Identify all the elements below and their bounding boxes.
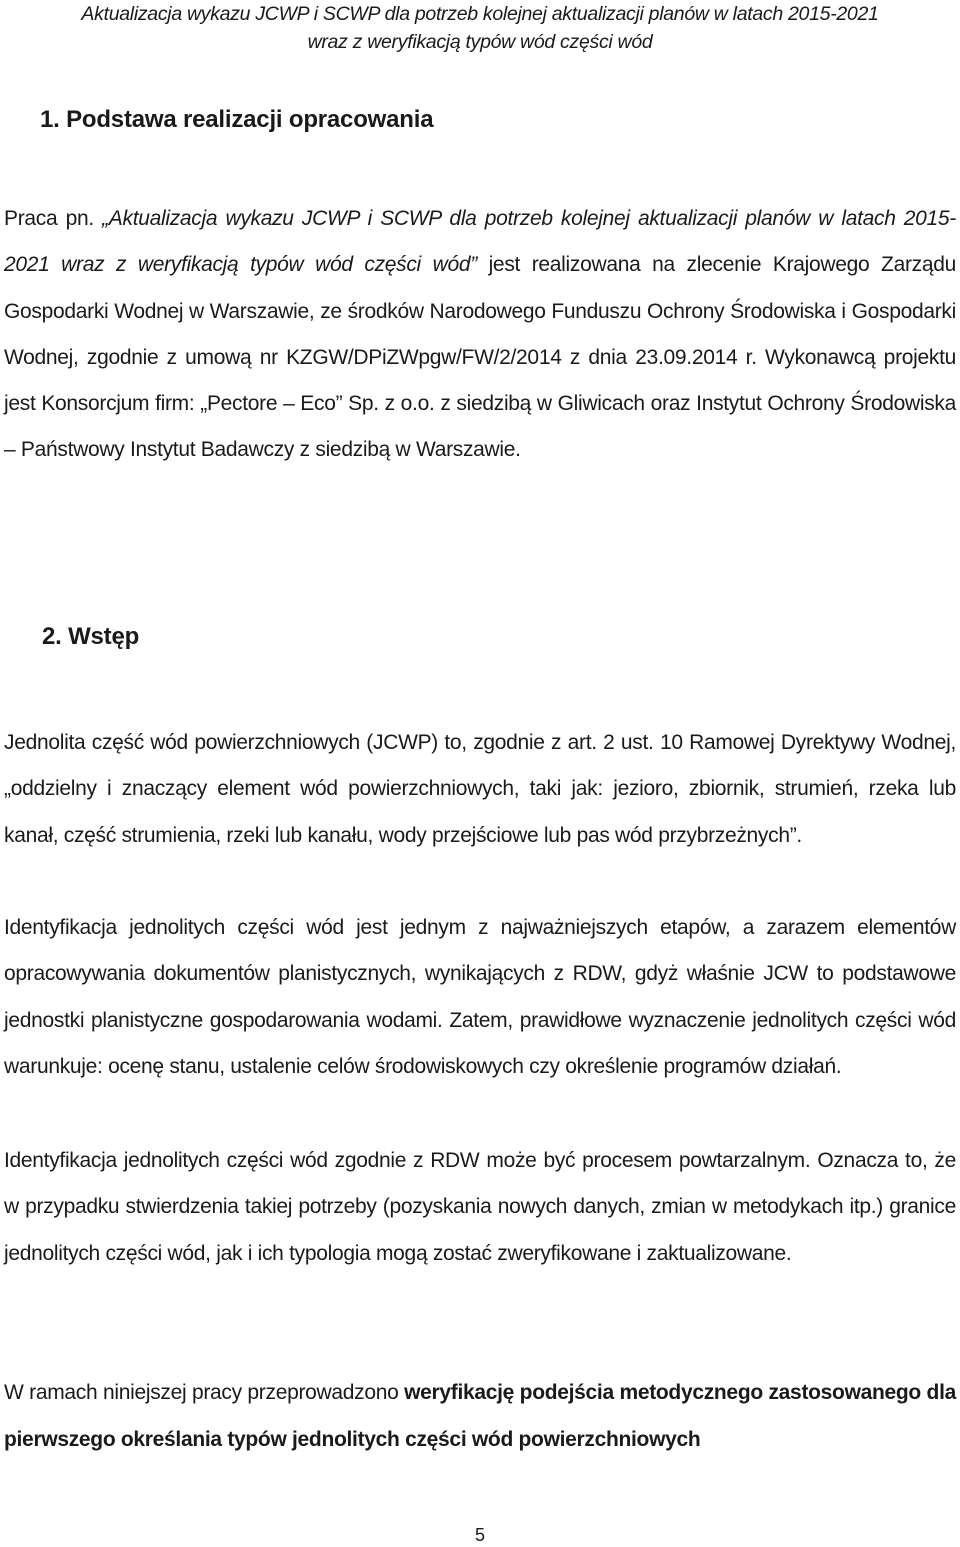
running-header bbox=[0, 0, 960, 56]
paragraph-repeatable: Identyfikacja jednolitych części wód zgodnie z RDW może być procesem powtarzalnym. Oznacza to, że w przypadku stwierdzenia takiej potrzeby (pozyskania nowych danych, zmian w metodykach itp.) granice jednolitych części wód, jak i ich typologia mogą zostać zweryfikowane i zaktualizowane. bbox=[4, 1149, 956, 1265]
paragraph-scope bbox=[4, 1369, 956, 1463]
paragraph-basis bbox=[4, 196, 956, 474]
p5-start: W ramach niniejszej pracy przeprowadzono bbox=[4, 1381, 405, 1404]
p1-start: Praca pn. bbox=[4, 207, 103, 230]
header-line-1: Aktualizacja wykazu JCWP i SCWP dla potrzeb kolejnej aktualizacji planów w latach 2015-2021 bbox=[81, 3, 879, 25]
page-number: 5 bbox=[474, 1525, 485, 1545]
p1-rest: jest realizowana na zlecenie Krajowego Zarządu Gospodarki Wodnej w Warszawie, ze środków Narodowego Funduszu Ochrony Środowiska i Gospodarki Wodnej, zgodnie z umową nr KZGW/DPiZWpgw/FW/2/2014 z dnia 23.09.2014 r. Wykonawcą projektu jest Konsorcjum firm: „Pectore – Eco” Sp. z o.o. z siedzibą w Gliwicach oraz Instytut Ochrony Środowiska – Państwowy Instytut Badawczy z siedzibą w Warszawie. bbox=[4, 253, 956, 462]
p5-bold: weryfikację podejścia metodycznego zastosowanego dla pierwszego określania typów jednolitych części wód powierzchniowych bbox=[4, 1381, 956, 1451]
paragraph-jcwp-definition: Jednolita część wód powierzchniowych (JCWP) to, zgodnie z art. 2 ust. 10 Ramowej Dyrektywy Wodnej, „oddzielny i znaczący element wód powierzchniowych, taki jak: jezioro, zbiornik, strumień, rzeka lub kanał, część strumienia, rzeki lub kanału, wody przejściowe lub pas wód przybrzeżnych”. bbox=[4, 731, 956, 847]
section-2-heading: 2. Wstęp bbox=[42, 623, 140, 650]
header-line-2: wraz z weryfikacją typów wód części wód bbox=[307, 31, 653, 53]
project-title: „Aktualizacja wykazu JCWP i SCWP dla potrzeb kolejnej aktualizacji planów w latach 2015-2021 wraz z weryfikacją typów wód części wód” bbox=[4, 207, 956, 277]
section-1-heading: 1. Podstawa realizacji opracowania bbox=[40, 106, 434, 133]
paragraph-identification: Identyfikacja jednolitych części wód jest jednym z najważniejszych etapów, a zarazem elementów opracowywania dokumentów planistycznych, wynikających z RDW, gdyż właśnie JCW to podstawowe jednostki planistyczne gospodarowania wodami. Zatem, prawidłowe wyznaczenie jednolitych części wód warunkuje: ocenę stanu, ustalenie celów środowiskowych czy określenie programów działań. bbox=[4, 916, 956, 1078]
